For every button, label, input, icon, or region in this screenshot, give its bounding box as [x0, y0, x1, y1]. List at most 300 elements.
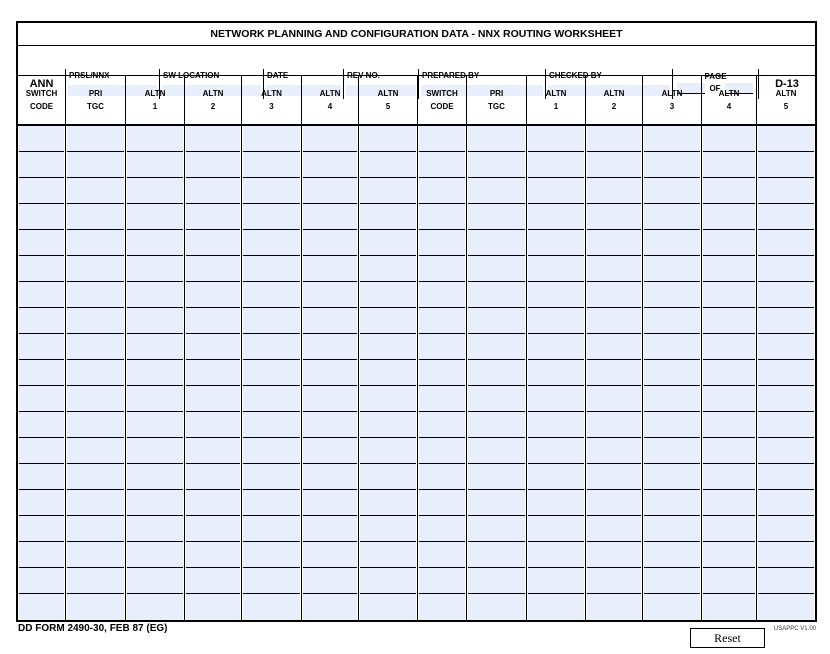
grid-cell[interactable]: [528, 542, 584, 568]
grid-cell[interactable]: [644, 386, 700, 412]
grid-cell[interactable]: [67, 126, 124, 152]
grid-cell[interactable]: [360, 516, 416, 542]
grid-cell[interactable]: [67, 386, 124, 412]
grid-cell[interactable]: [644, 230, 700, 256]
grid-cell[interactable]: [703, 334, 755, 360]
grid-cell[interactable]: [644, 412, 700, 438]
grid-cell[interactable]: [303, 204, 357, 230]
grid-cell[interactable]: [468, 152, 525, 178]
grid-cell[interactable]: [758, 568, 814, 594]
column-header-line: 1: [152, 102, 158, 111]
grid-cell[interactable]: [19, 516, 64, 542]
grid-cell[interactable]: [587, 178, 641, 204]
grid-cell[interactable]: [644, 464, 700, 490]
grid-cell[interactable]: [468, 230, 525, 256]
grid-cell[interactable]: [587, 464, 641, 490]
grid-cell[interactable]: [186, 438, 240, 464]
grid-cell[interactable]: [127, 360, 183, 386]
grid-cell[interactable]: [468, 282, 525, 308]
grid-cell[interactable]: [19, 360, 64, 386]
grid-cell[interactable]: [644, 282, 700, 308]
worksheet-form: [16, 21, 817, 622]
grid-cell[interactable]: [468, 568, 525, 594]
grid-cell[interactable]: [186, 178, 240, 204]
grid-cell[interactable]: [186, 594, 240, 620]
grid-cell[interactable]: [186, 568, 240, 594]
grid-cell[interactable]: [644, 360, 700, 386]
grid-cell[interactable]: [19, 230, 64, 256]
grid-cell[interactable]: [360, 542, 416, 568]
grid-cell[interactable]: [419, 204, 465, 230]
grid-cell[interactable]: [186, 334, 240, 360]
of-label: OF: [709, 84, 721, 93]
grid-cell[interactable]: [243, 308, 300, 334]
grid-cell[interactable]: [127, 438, 183, 464]
grid-cell[interactable]: [360, 126, 416, 152]
grid-cell[interactable]: [644, 256, 700, 282]
grid-cell[interactable]: [758, 412, 814, 438]
grid-cell[interactable]: [468, 386, 525, 412]
grid-cell[interactable]: [758, 334, 814, 360]
grid-cell[interactable]: [19, 594, 64, 620]
grid-cell[interactable]: [243, 126, 300, 152]
grid-cell[interactable]: [758, 360, 814, 386]
grid-cell[interactable]: [67, 542, 124, 568]
grid-cell[interactable]: [528, 204, 584, 230]
grid-cell[interactable]: [127, 256, 183, 282]
grid-cell[interactable]: [703, 230, 755, 256]
grid-cell[interactable]: [19, 126, 64, 152]
grid-cell[interactable]: [127, 152, 183, 178]
grid-cell[interactable]: [528, 568, 584, 594]
grid-cell[interactable]: [67, 594, 124, 620]
grid-cell[interactable]: [127, 464, 183, 490]
grid-cell[interactable]: [468, 334, 525, 360]
grid-cell[interactable]: [303, 542, 357, 568]
grid-cell[interactable]: [303, 386, 357, 412]
grid-cell[interactable]: [758, 464, 814, 490]
grid-cell[interactable]: [587, 360, 641, 386]
grid-cell[interactable]: [468, 490, 525, 516]
grid-cell[interactable]: [528, 334, 584, 360]
grid-cell[interactable]: [587, 386, 641, 412]
grid-cell[interactable]: [528, 178, 584, 204]
grid-cell[interactable]: [587, 256, 641, 282]
grid-cell[interactable]: [419, 490, 465, 516]
grid-cell[interactable]: [127, 178, 183, 204]
grid-cell[interactable]: [67, 178, 124, 204]
grid-cell[interactable]: [127, 490, 183, 516]
grid-cell[interactable]: [303, 594, 357, 620]
grid-cell[interactable]: [758, 126, 814, 152]
grid-cell[interactable]: [468, 126, 525, 152]
grid-cell[interactable]: [243, 360, 300, 386]
grid-cell[interactable]: [758, 256, 814, 282]
grid-cell[interactable]: [528, 282, 584, 308]
grid-cell[interactable]: [186, 256, 240, 282]
grid-cell[interactable]: [303, 490, 357, 516]
sw-location-label: SW LOCATION: [163, 71, 220, 80]
grid-cell[interactable]: [19, 308, 64, 334]
grid-cell[interactable]: [528, 230, 584, 256]
column-header: [359, 76, 418, 124]
grid-cell[interactable]: [360, 490, 416, 516]
grid-cell[interactable]: [303, 360, 357, 386]
grid-cell[interactable]: [468, 178, 525, 204]
grid-cell[interactable]: [758, 386, 814, 412]
grid-cell[interactable]: [243, 282, 300, 308]
grid-cell[interactable]: [419, 438, 465, 464]
grid-cell[interactable]: [587, 412, 641, 438]
column-header-line: SWITCH: [25, 89, 58, 98]
grid-cell[interactable]: [303, 308, 357, 334]
grid-cell[interactable]: [19, 334, 64, 360]
grid-cell[interactable]: [127, 126, 183, 152]
grid-cell[interactable]: [419, 230, 465, 256]
grid-cell[interactable]: [19, 542, 64, 568]
grid-cell[interactable]: [587, 594, 641, 620]
grid-cell[interactable]: [758, 230, 814, 256]
grid-cell[interactable]: [644, 594, 700, 620]
grid-cell[interactable]: [587, 568, 641, 594]
grid-cell[interactable]: [127, 516, 183, 542]
grid-cell[interactable]: [186, 542, 240, 568]
grid-cell[interactable]: [758, 204, 814, 230]
grid-cell[interactable]: [703, 412, 755, 438]
grid-cell[interactable]: [468, 516, 525, 542]
grid-cell[interactable]: [703, 204, 755, 230]
grid-cell[interactable]: [419, 360, 465, 386]
grid-cell[interactable]: [243, 438, 300, 464]
grid-cell[interactable]: [360, 256, 416, 282]
grid-cell[interactable]: [528, 152, 584, 178]
grid-cell[interactable]: [587, 542, 641, 568]
grid-cell[interactable]: [528, 438, 584, 464]
grid-cell[interactable]: [303, 334, 357, 360]
grid-cell[interactable]: [587, 152, 641, 178]
grid-cell[interactable]: [186, 516, 240, 542]
grid-cell[interactable]: [528, 256, 584, 282]
grid-cell[interactable]: [644, 490, 700, 516]
grid-cell[interactable]: [419, 516, 465, 542]
grid-column: [302, 126, 359, 620]
grid-cell[interactable]: [243, 178, 300, 204]
grid-cell[interactable]: [19, 178, 64, 204]
grid-cell[interactable]: [243, 490, 300, 516]
grid-cell[interactable]: [587, 126, 641, 152]
grid-cell[interactable]: [186, 126, 240, 152]
grid-cell[interactable]: [703, 126, 755, 152]
grid-cell[interactable]: [127, 386, 183, 412]
grid-cell[interactable]: [360, 412, 416, 438]
grid-cell[interactable]: [528, 126, 584, 152]
column-header: [527, 76, 586, 124]
grid-cell[interactable]: [468, 204, 525, 230]
grid-cell[interactable]: [644, 542, 700, 568]
grid-cell[interactable]: [127, 542, 183, 568]
grid-cell[interactable]: [703, 438, 755, 464]
grid-cell[interactable]: [303, 256, 357, 282]
grid-cell[interactable]: [303, 438, 357, 464]
grid-cell[interactable]: [186, 204, 240, 230]
grid-cell[interactable]: [127, 230, 183, 256]
grid-cell[interactable]: [360, 152, 416, 178]
grid-cell[interactable]: [703, 152, 755, 178]
grid-cell[interactable]: [19, 386, 64, 412]
grid-cell[interactable]: [703, 282, 755, 308]
grid-cell[interactable]: [419, 386, 465, 412]
grid-cell[interactable]: [67, 412, 124, 438]
grid-cell[interactable]: [644, 308, 700, 334]
grid-cell[interactable]: [587, 204, 641, 230]
grid-cell[interactable]: [758, 282, 814, 308]
grid-cell[interactable]: [127, 204, 183, 230]
grid-cell[interactable]: [468, 594, 525, 620]
grid-cell[interactable]: [419, 126, 465, 152]
grid-cell[interactable]: [303, 282, 357, 308]
grid-cell[interactable]: [243, 568, 300, 594]
grid-cell[interactable]: [644, 334, 700, 360]
grid-cell[interactable]: [419, 464, 465, 490]
grid-cell[interactable]: [19, 490, 64, 516]
grid-cell[interactable]: [419, 594, 465, 620]
grid-cell[interactable]: [419, 412, 465, 438]
grid-cell[interactable]: [758, 178, 814, 204]
grid-cell[interactable]: [19, 438, 64, 464]
grid-cell[interactable]: [243, 516, 300, 542]
grid-cell[interactable]: [703, 516, 755, 542]
grid-cell[interactable]: [419, 308, 465, 334]
grid-cell[interactable]: [243, 464, 300, 490]
grid-cell[interactable]: [703, 178, 755, 204]
grid-cell[interactable]: [67, 308, 124, 334]
grid-cell[interactable]: [19, 412, 64, 438]
grid-cell[interactable]: [528, 360, 584, 386]
grid-cell[interactable]: [468, 464, 525, 490]
grid-cell[interactable]: [360, 464, 416, 490]
grid-cell[interactable]: [186, 386, 240, 412]
grid-cell[interactable]: [243, 386, 300, 412]
ann-label: ANN: [29, 78, 54, 90]
grid-cell[interactable]: [303, 412, 357, 438]
grid-cell[interactable]: [644, 152, 700, 178]
grid-cell[interactable]: [468, 412, 525, 438]
grid-cell[interactable]: [67, 490, 124, 516]
column-header: [126, 76, 185, 124]
grid-cell[interactable]: [644, 178, 700, 204]
column-header-line: TGC: [87, 102, 104, 111]
grid-cell[interactable]: [419, 178, 465, 204]
grid-cell[interactable]: [528, 308, 584, 334]
grid-cell[interactable]: [528, 516, 584, 542]
grid-cell[interactable]: [186, 308, 240, 334]
grid-cell[interactable]: [360, 282, 416, 308]
grid-cell[interactable]: [419, 152, 465, 178]
grid-cell[interactable]: [243, 334, 300, 360]
grid-cell[interactable]: [468, 542, 525, 568]
grid-cell[interactable]: [419, 282, 465, 308]
grid-cell[interactable]: [67, 282, 124, 308]
grid-cell[interactable]: [360, 568, 416, 594]
grid-cell[interactable]: [468, 360, 525, 386]
grid-cell[interactable]: [243, 542, 300, 568]
column-header-line: CODE: [430, 102, 454, 111]
grid-cell[interactable]: [243, 204, 300, 230]
grid-cell[interactable]: [703, 594, 755, 620]
column-header: [586, 76, 643, 124]
grid-cell[interactable]: [644, 204, 700, 230]
column-header: [302, 76, 359, 124]
grid-column: [757, 126, 815, 620]
grid-cell[interactable]: [703, 490, 755, 516]
grid-cell[interactable]: [360, 438, 416, 464]
grid-cell[interactable]: [419, 256, 465, 282]
grid-cell[interactable]: [19, 282, 64, 308]
grid-cell[interactable]: [127, 308, 183, 334]
grid-cell[interactable]: [67, 568, 124, 594]
grid-cell[interactable]: [186, 464, 240, 490]
column-header-line: CODE: [29, 102, 54, 111]
grid-cell[interactable]: [468, 256, 525, 282]
grid-cell[interactable]: [19, 204, 64, 230]
grid-cell[interactable]: [19, 152, 64, 178]
column-header-line: ALTN: [202, 89, 224, 98]
grid-cell[interactable]: [67, 230, 124, 256]
column-header-line: TGC: [488, 102, 505, 111]
column-header-line: 1: [553, 102, 559, 111]
grid-cell[interactable]: [67, 360, 124, 386]
reset-button[interactable]: Reset: [690, 628, 765, 648]
column-header-line: ALTN: [261, 89, 282, 98]
grid-cell[interactable]: [587, 230, 641, 256]
grid-cell[interactable]: [303, 568, 357, 594]
grid-cell[interactable]: [360, 594, 416, 620]
grid-cell[interactable]: [644, 516, 700, 542]
grid-cell[interactable]: [127, 568, 183, 594]
column-header: [185, 76, 242, 124]
grid-cell[interactable]: [703, 360, 755, 386]
grid-cell[interactable]: [19, 256, 64, 282]
grid-cell[interactable]: [360, 204, 416, 230]
grid-cell[interactable]: [186, 230, 240, 256]
grid-cell[interactable]: [360, 308, 416, 334]
grid-cell[interactable]: [360, 178, 416, 204]
grid-cell[interactable]: [528, 490, 584, 516]
grid-cell[interactable]: [468, 438, 525, 464]
grid-cell[interactable]: [419, 568, 465, 594]
column-header-line: 5: [385, 102, 391, 111]
grid-cell[interactable]: [186, 152, 240, 178]
grid-cell[interactable]: [703, 568, 755, 594]
grid-cell[interactable]: [243, 152, 300, 178]
grid-column: [467, 126, 527, 620]
grid-cell[interactable]: [587, 438, 641, 464]
grid-cell[interactable]: [186, 282, 240, 308]
grid-cell[interactable]: [587, 282, 641, 308]
grid-cell[interactable]: [186, 360, 240, 386]
grid-cell[interactable]: [243, 256, 300, 282]
grid-cell[interactable]: [419, 334, 465, 360]
grid-cell[interactable]: [19, 568, 64, 594]
grid-cell[interactable]: [127, 334, 183, 360]
grid-cell[interactable]: [360, 360, 416, 386]
column-header: [418, 76, 467, 124]
grid-cell[interactable]: [303, 178, 357, 204]
grid-column: [242, 126, 302, 620]
grid-cell[interactable]: [303, 230, 357, 256]
grid-cell[interactable]: [758, 594, 814, 620]
grid-cell[interactable]: [67, 438, 124, 464]
grid-cell[interactable]: [67, 464, 124, 490]
column-header-line: SWITCH: [426, 89, 458, 98]
grid-cell[interactable]: [67, 204, 124, 230]
grid-cell[interactable]: [186, 412, 240, 438]
grid-cell[interactable]: [528, 464, 584, 490]
grid-cell[interactable]: [528, 386, 584, 412]
grid-cell[interactable]: [758, 490, 814, 516]
grid-cell[interactable]: [419, 542, 465, 568]
grid-cell[interactable]: [703, 386, 755, 412]
grid-cell[interactable]: [644, 568, 700, 594]
grid-cell[interactable]: [468, 308, 525, 334]
grid-cell[interactable]: [303, 126, 357, 152]
grid-cell[interactable]: [528, 412, 584, 438]
column-header-line: 5: [783, 102, 789, 111]
grid-cell[interactable]: [758, 516, 814, 542]
grid-cell[interactable]: [67, 334, 124, 360]
version-label: USAPPC V1.00: [773, 626, 816, 632]
grid-cell[interactable]: [758, 542, 814, 568]
grid-cell[interactable]: [703, 464, 755, 490]
grid-cell[interactable]: [67, 152, 124, 178]
grid-cell[interactable]: [127, 412, 183, 438]
grid-cell[interactable]: [360, 386, 416, 412]
grid-cell[interactable]: [644, 438, 700, 464]
grid-cell[interactable]: [360, 230, 416, 256]
column-header-line: ALTN: [603, 89, 625, 98]
grid-cell[interactable]: [67, 516, 124, 542]
grid-cell[interactable]: [67, 256, 124, 282]
grid-cell[interactable]: [587, 490, 641, 516]
grid-cell[interactable]: [587, 308, 641, 334]
grid-cell[interactable]: [528, 594, 584, 620]
grid-cell[interactable]: [303, 516, 357, 542]
grid-cell[interactable]: [758, 152, 814, 178]
grid-cell[interactable]: [243, 412, 300, 438]
grid-cell[interactable]: [360, 334, 416, 360]
grid-cell[interactable]: [758, 438, 814, 464]
grid-cell[interactable]: [303, 152, 357, 178]
grid-cell[interactable]: [127, 594, 183, 620]
grid-cell[interactable]: [703, 308, 755, 334]
prepared-by-label: PREPARED BY: [422, 71, 480, 80]
grid-cell[interactable]: [127, 282, 183, 308]
grid-cell[interactable]: [758, 308, 814, 334]
grid-cell[interactable]: [587, 334, 641, 360]
grid-cell[interactable]: [19, 464, 64, 490]
grid-cell[interactable]: [587, 516, 641, 542]
column-header: [242, 76, 302, 124]
grid-cell[interactable]: [644, 126, 700, 152]
grid-column: [359, 126, 418, 620]
grid-cell[interactable]: [303, 464, 357, 490]
column-header-line: ALTN: [545, 89, 567, 98]
grid-cell[interactable]: [243, 230, 300, 256]
grid-cell[interactable]: [243, 594, 300, 620]
grid-cell[interactable]: [703, 542, 755, 568]
grid-cell[interactable]: [186, 490, 240, 516]
grid-cell[interactable]: [703, 256, 755, 282]
